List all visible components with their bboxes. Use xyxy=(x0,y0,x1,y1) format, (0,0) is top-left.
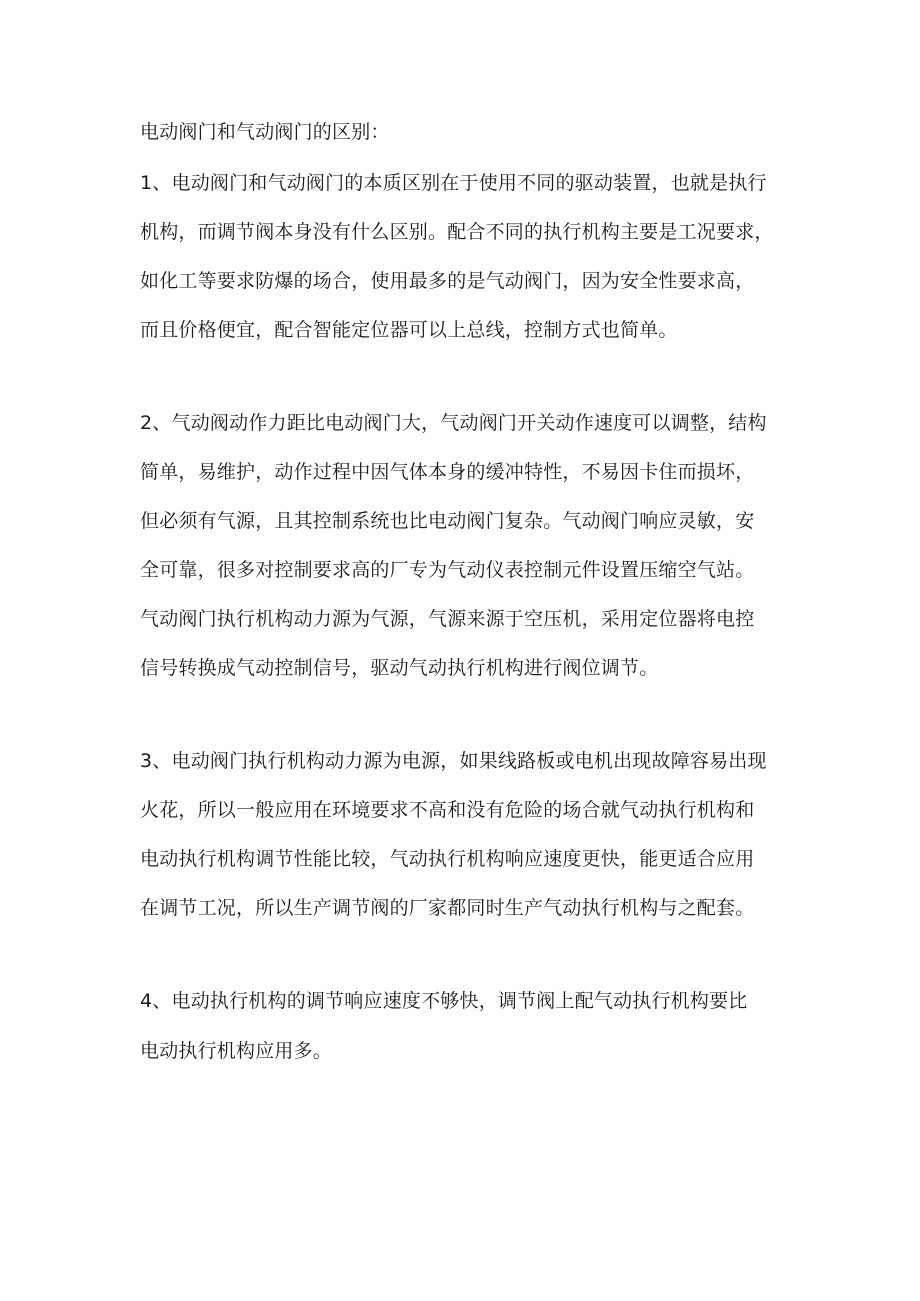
paragraph-line: 电动执行机构调节性能比较，气动执行机构响应速度更快，能更适合应用 xyxy=(140,848,755,870)
paragraph-line: 全可靠，很多对控制要求高的厂专为气动仪表控制元件设置压缩空气站。 xyxy=(140,559,755,581)
paragraph-line: 火花，所以一般应用在环境要求不高和没有危险的场合就气动执行机构和 xyxy=(140,799,755,821)
paragraph-line: 气动阀门执行机构动力源为气源，气源来源于空压机，采用定位器将电控 xyxy=(140,608,755,630)
paragraph-line: 简单，易维护，动作过程中因气体本身的缓冲特性，不易因卡住而损坏， xyxy=(140,461,755,483)
paragraph-line: 3、电动阀门执行机构动力源为电源，如果线路板或电机出现故障容易出现 xyxy=(140,750,767,772)
paragraph-line: 1、电动阀门和气动阀门的本质区别在于使用不同的驱动装置，也就是执行 xyxy=(140,172,767,194)
paragraph-line: 但必须有气源，且其控制系统也比电动阀门复杂。气动阀门响应灵敏，安 xyxy=(140,510,755,532)
paragraph-line: 电动执行机构应用多。 xyxy=(140,1040,333,1062)
paragraph-line: 信号转换成气动控制信号，驱动气动执行机构进行阀位调节。 xyxy=(140,657,659,679)
paragraph-line: 机构，而调节阀本身没有什么区别。配合不同的执行机构主要是工况要求， xyxy=(140,221,774,243)
document-title: 电动阀门和气动阀门的区别： xyxy=(140,121,390,143)
paragraph-line: 在调节工况，所以生产调节阀的厂家都同时生产气动执行机构与之配套。 xyxy=(140,897,755,919)
paragraph-line: 而且价格便宜，配合智能定位器可以上总线，控制方式也简单。 xyxy=(140,319,678,341)
paragraph-line: 2、气动阀动作力距比电动阀门大，气动阀门开关动作速度可以调整，结构 xyxy=(140,412,767,434)
paragraph-line: 如化工等要求防爆的场合，使用最多的是气动阀门，因为安全性要求高， xyxy=(140,270,755,292)
paragraph-line: 4、电动执行机构的调节响应速度不够快，调节阀上配气动执行机构要比 xyxy=(140,990,748,1012)
